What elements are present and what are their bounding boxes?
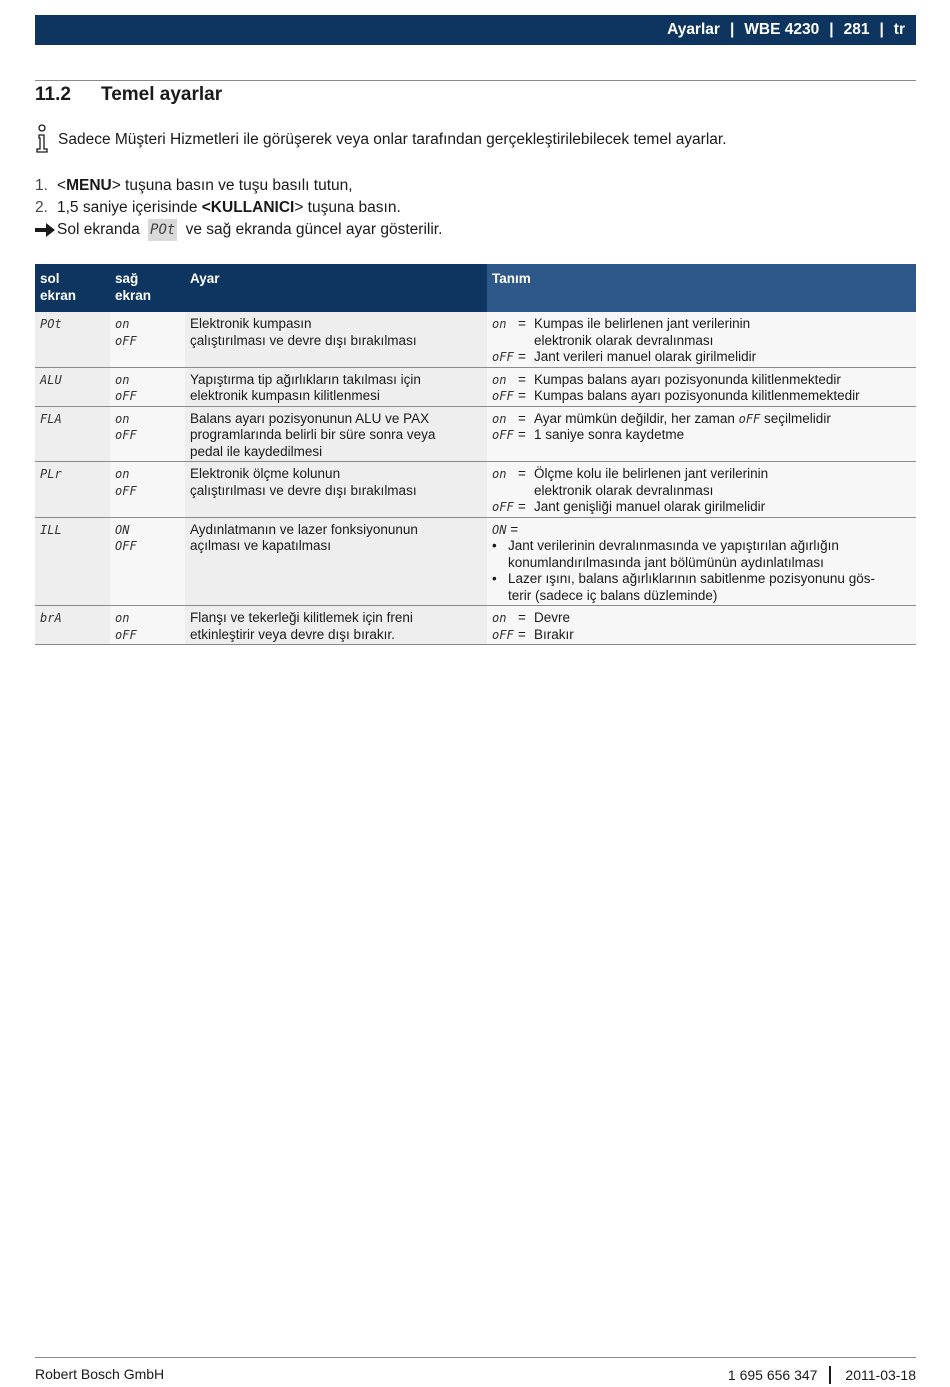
footer-date: 2011-03-18 xyxy=(845,1367,916,1383)
kullanici-key: <KULLANICI xyxy=(201,199,295,216)
header-page-number: 281 xyxy=(843,21,870,38)
step-text: < xyxy=(57,177,67,194)
setting-cell: Yapıştırma tip ağırlıkların takılması için elektronik kumpasın kilitlenmesi xyxy=(185,367,487,406)
left-display-cell: PLr xyxy=(35,462,110,518)
step-result xyxy=(35,219,442,241)
header-language: tr xyxy=(893,21,905,38)
step-text: 1,5 saniye içerisinde xyxy=(57,199,202,216)
description-cell: on = Ölçme kolu ile belirlenen jant verilerinin elektronik olarak devralınması oFF = Jant genişliği manuel olarak girilmelidir xyxy=(487,462,916,518)
header-model: WBE 4230 xyxy=(744,21,820,38)
left-display-cell: FLA xyxy=(35,406,110,462)
description-cell: on = Kumpas balans ayarı pozisyonunda kilitlenmektedir oFF = Kumpas balans ayarı pozisyonunda kilitlenmemektedir xyxy=(487,367,916,406)
footer-divider xyxy=(829,1366,831,1384)
setting-cell: Elektronik kumpasın çalıştırılması ve devre dışı bırakılması xyxy=(185,312,487,367)
left-display-cell: ILL xyxy=(35,517,110,606)
step-number: 2. xyxy=(35,199,48,216)
footer-company: Robert Bosch GmbH xyxy=(35,1366,165,1382)
table-header-row xyxy=(35,264,916,312)
right-display-cell: on oFF xyxy=(110,462,185,518)
page-header xyxy=(35,15,916,45)
top-rule xyxy=(35,80,916,81)
table-row xyxy=(35,406,916,462)
setting-cell: Elektronik ölçme kolunun çalıştırılması ve devre dışı bırakılması xyxy=(185,462,487,518)
bottom-rule xyxy=(35,1357,916,1358)
header-section: Ayarlar xyxy=(667,21,720,38)
step-text: ve sağ ekranda güncel ayar gösterilir. xyxy=(181,221,443,238)
arrow-right-icon xyxy=(35,223,57,237)
setting-cell: Flanşı ve tekerleği kilitlemek için freni etkinleştirir veya devre dışı bırakır. xyxy=(185,606,487,645)
right-display-cell: on oFF xyxy=(110,367,185,406)
description-cell: on = Ayar mümkün değildir, her zaman oFF seçilmelidir oFF = 1 saniye sonra kaydetme xyxy=(487,406,916,462)
col-header-tanim: Tanım xyxy=(487,264,916,312)
settings-table xyxy=(35,264,916,645)
left-display-cell: POt xyxy=(35,312,110,367)
col-header-ayar: Ayar xyxy=(185,264,487,312)
right-display-cell: ON OFF xyxy=(110,517,185,606)
display-code: POt xyxy=(148,219,177,241)
step-number: 1. xyxy=(35,177,48,194)
section-heading xyxy=(35,84,222,106)
right-display-cell: on oFF xyxy=(110,406,185,462)
steps-list xyxy=(35,175,442,241)
step-text: > tuşuna basın. xyxy=(294,199,401,216)
table-row xyxy=(35,462,916,518)
step-text: Sol ekranda xyxy=(57,221,145,238)
header-separator: | xyxy=(879,21,884,38)
left-display-cell: brA xyxy=(35,606,110,645)
col-header-sag: sağ ekran xyxy=(110,264,185,312)
list-item: • Jant verilerinin devralınmasında ve yapıştırılan ağırlığın konumlandırılmasında jant bölümünün aydınlatılması xyxy=(492,538,839,570)
table-row xyxy=(35,517,916,606)
list-item: • Lazer ışını, balans ağırlıklarının sabitlenme pozisyonunu gös- terir (sadece iç balans düzleminde) xyxy=(492,571,875,603)
description-cell: on = Kumpas ile belirlenen jant verilerinin elektronik olarak devralınması oFF = Jant verileri manuel olarak girilmelidir xyxy=(487,312,916,367)
info-icon xyxy=(35,124,57,154)
description-cell: ON = • Jant verilerinin devralınmasında ve yapıştırılan ağırlığın konumlandırılmasında jant bölümünün aydınlatılması • Lazer ışını, balans ağırlıklarının sabitlenme pozisyonunu gös- terir (sadece iç balans düzleminde) xyxy=(487,517,916,606)
step-2 xyxy=(35,197,442,219)
table-row xyxy=(35,367,916,406)
setting-cell: Balans ayarı pozisyonunun ALU ve PAX programlarında belirli bir süre sonra veya pedal ile kaydedilmesi xyxy=(185,406,487,462)
table-row xyxy=(35,312,916,367)
right-display-cell: on oFF xyxy=(110,606,185,645)
description-cell: on = Devre oFF = Bırakır xyxy=(487,606,916,645)
step-text: > tuşuna basın ve tuşu basılı tutun, xyxy=(111,177,353,194)
left-display-cell: ALU xyxy=(35,367,110,406)
table-row xyxy=(35,606,916,645)
setting-cell: Aydınlatmanın ve lazer fonksiyonunun açılması ve kapatılması xyxy=(185,517,487,606)
right-display-cell: on oFF xyxy=(110,312,185,367)
footer-document-number: 1 695 656 347 xyxy=(727,1367,818,1383)
section-number: 11.2 xyxy=(35,84,71,105)
section-title: Temel ayarlar xyxy=(101,84,223,105)
info-text: Sadece Müşteri Hizmetleri ile görüşerek veya onlar tarafından gerçekleştirilebilecek temel ayarlar. xyxy=(58,131,727,148)
menu-key: MENU xyxy=(66,177,112,194)
step-1 xyxy=(35,175,442,197)
header-separator: | xyxy=(729,21,735,38)
info-note xyxy=(35,124,727,154)
footer-meta xyxy=(728,1366,916,1384)
col-header-sol: sol ekran xyxy=(35,264,110,312)
header-separator: | xyxy=(829,21,834,38)
